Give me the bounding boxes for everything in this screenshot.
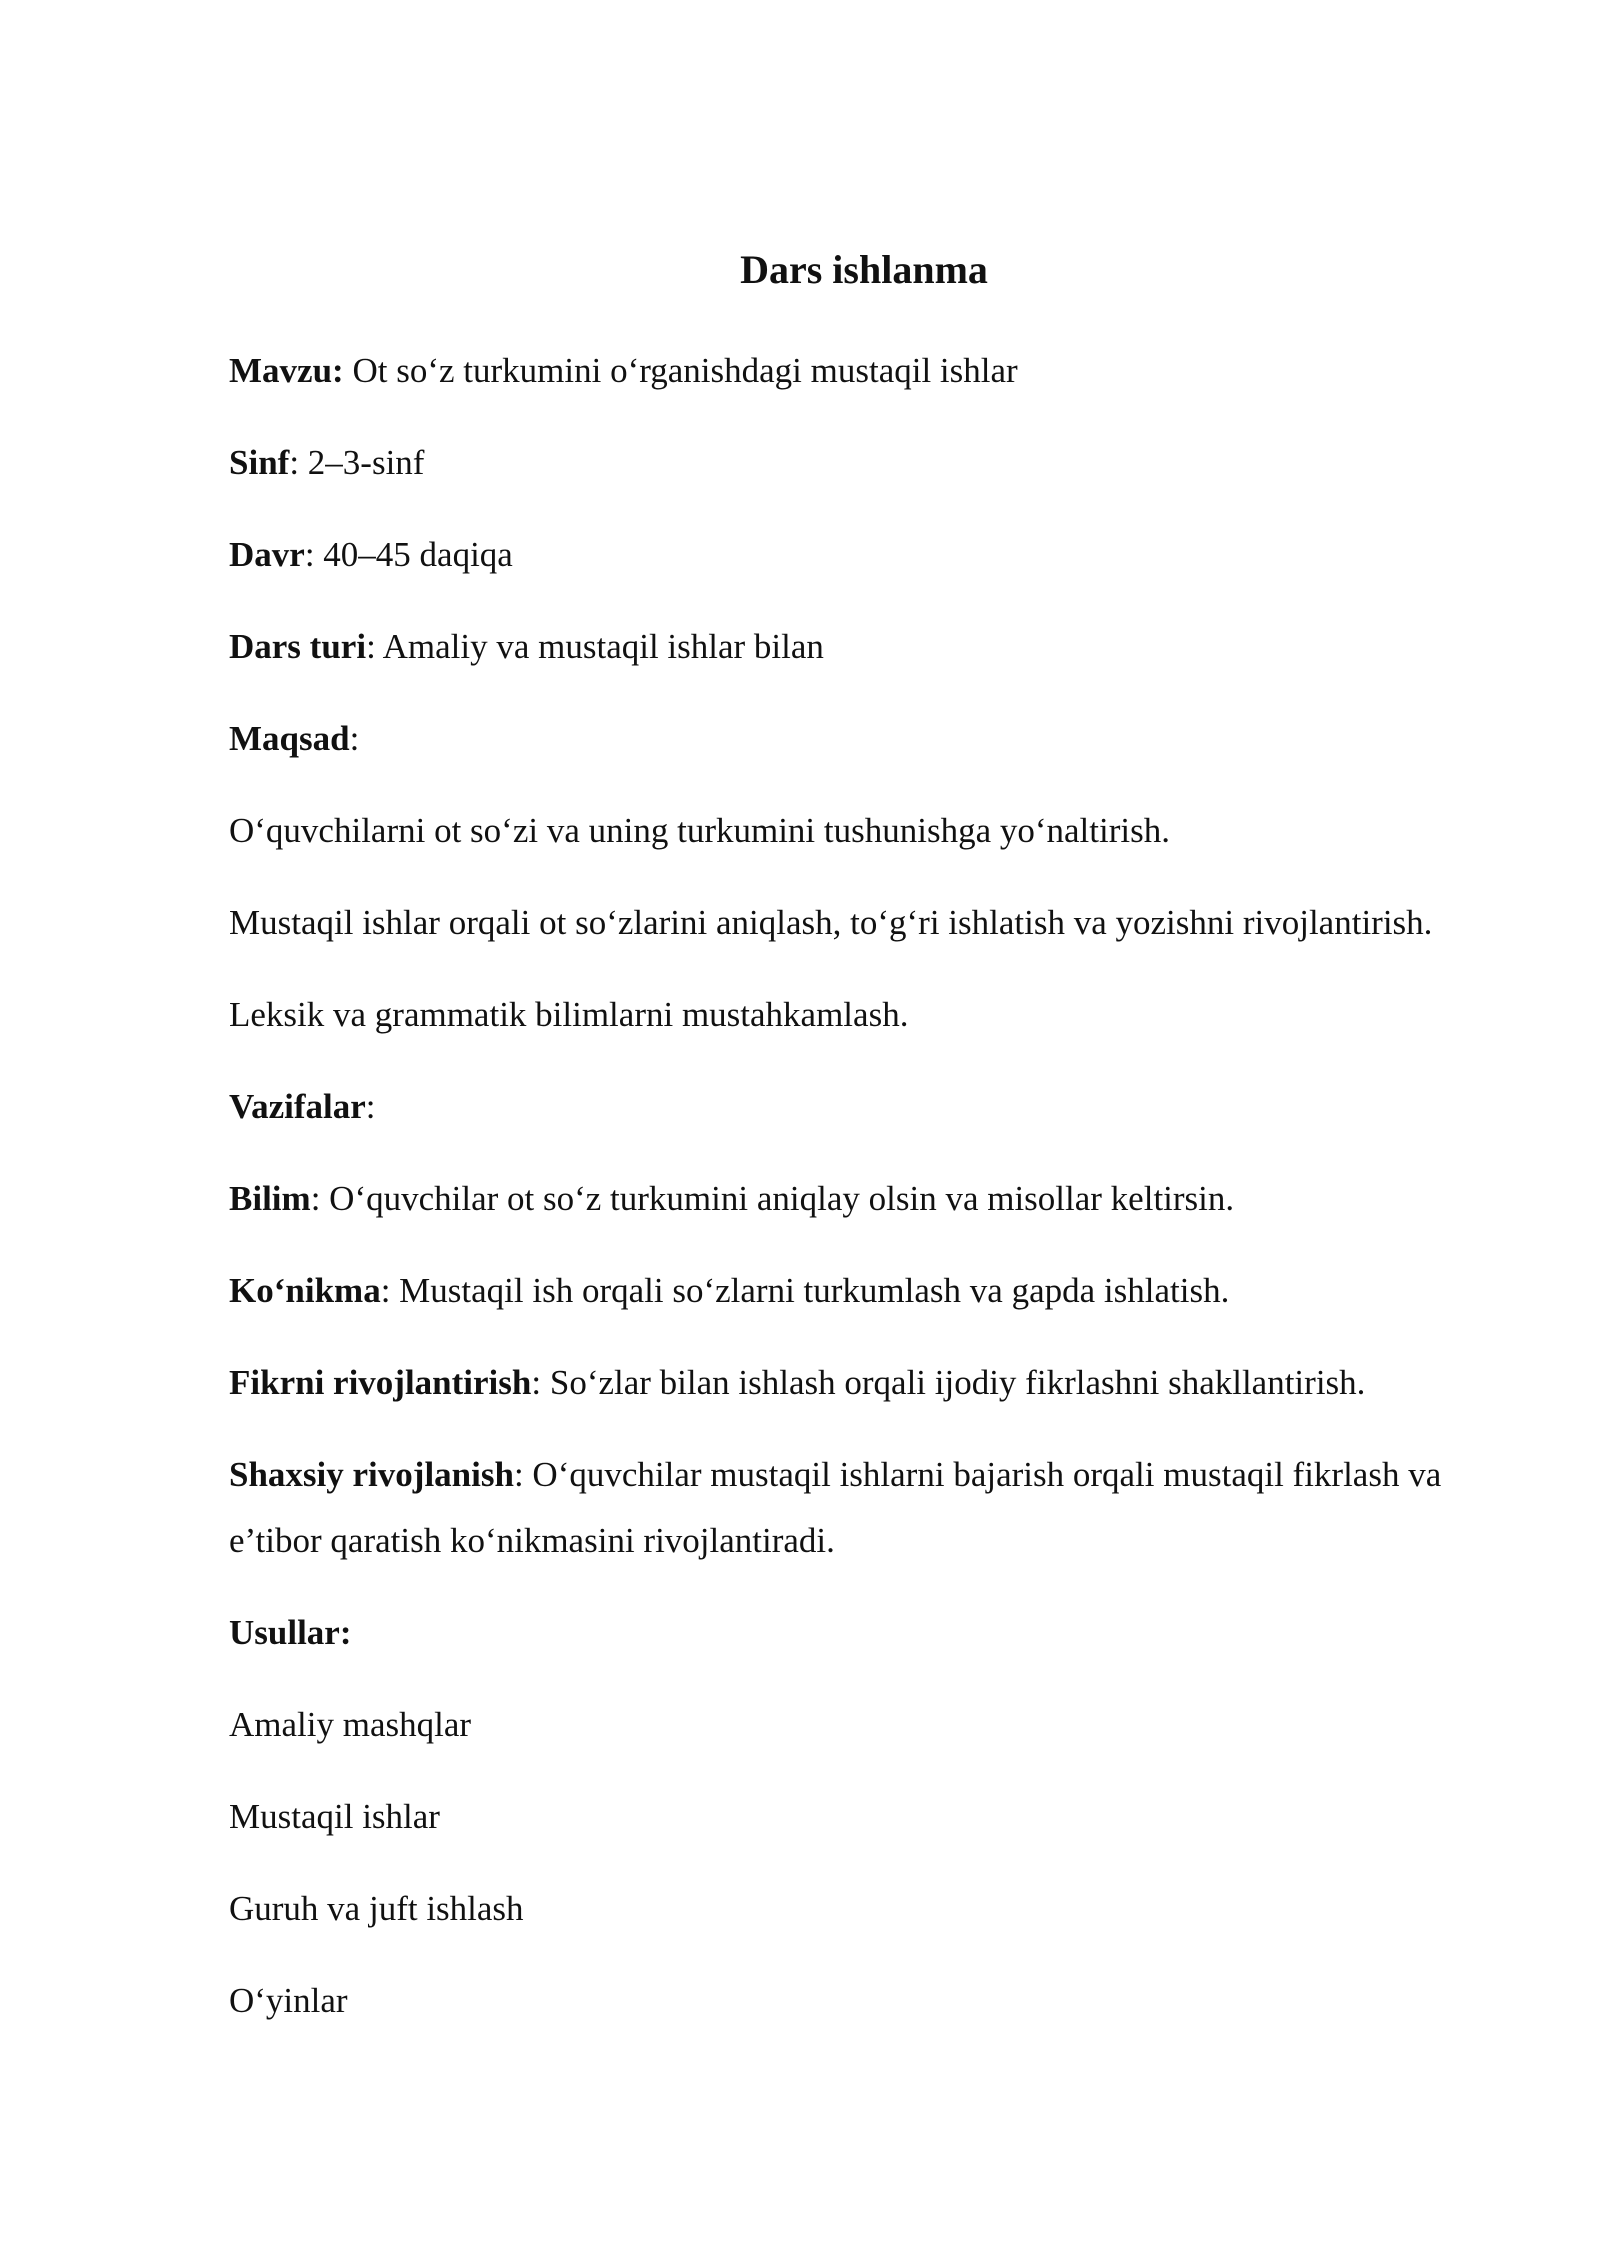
konikma-label: Ko‘nikma [229,1271,381,1310]
mavzu-label: Mavzu: [229,351,344,390]
shaxsiy-label: Shaxsiy rivojlanish [229,1455,514,1494]
vazifalar-colon: : [365,1087,376,1126]
maqsad-label: Maqsad [229,719,350,758]
davr-label: Davr [229,535,305,574]
maqsad-item: Leksik va grammatik bilimlarni mustahkamlash. [229,995,909,1034]
usullar-item: Amaliy mashqlar [229,1705,472,1744]
dars-turi-line [229,614,1479,680]
sinf-line [229,430,1479,496]
usullar-label: Usullar: [229,1613,352,1652]
bilim-text: : O‘quvchilar ot so‘z turkumini aniqlay olsin va misollar keltirsin. [310,1179,1235,1218]
fikrni-line [229,1350,1479,1416]
vazifalar-heading [229,1074,1479,1140]
konikma-line [229,1258,1479,1324]
usullar-item: Guruh va juft ishlash [229,1889,524,1928]
sinf-label: Sinf [229,443,290,482]
usullar-heading [229,1600,1479,1666]
usullar-item: O‘yinlar [229,1981,348,2020]
maqsad-item: O‘quvchilarni ot so‘zi va uning turkumini tushunishga yo‘naltirish. [229,811,1170,850]
document-title: Dars ishlanma [740,247,988,292]
bilim-label: Bilim [229,1179,311,1218]
davr-text: : 40–45 daqiqa [304,535,513,574]
fikrni-text: : So‘zlar bilan ishlash orqali ijodiy fikrlashni shakllantirish. [531,1363,1366,1402]
konikma-text: : Mustaqil ish orqali so‘zlarni turkumlash va gapda ishlatish. [380,1271,1230,1310]
sinf-text: : 2–3-sinf [289,443,425,482]
mavzu-line [229,338,1479,404]
shaxsiy-text: : O‘quvchilar mustaqil ishlarni bajarish orqali mustaqil fikrlash va e’tibor qaratish ko‘nikmasini rivojlantiradi. [229,1455,1442,1560]
maqsad-item: Mustaqil ishlar orqali ot so‘zlarini aniqlash, to‘g‘ri ishlatish va yozishni rivojlantirish. [229,903,1433,942]
mavzu-text: Ot so‘z turkumini o‘rganishdagi mustaqil ishlar [343,351,1018,390]
usullar-item: Mustaqil ishlar [229,1797,440,1836]
maqsad-heading [229,706,1479,772]
davr-line [229,522,1479,588]
bilim-line [229,1166,1479,1232]
shaxsiy-line [229,1442,1479,1574]
dars-turi-text: : Amaliy va mustaqil ishlar bilan [366,627,824,666]
vazifalar-label: Vazifalar [229,1087,366,1126]
document-body [229,338,1479,2060]
maqsad-colon: : [349,719,360,758]
dars-turi-label: Dars turi [229,627,367,666]
fikrni-label: Fikrni rivojlantirish [229,1363,532,1402]
